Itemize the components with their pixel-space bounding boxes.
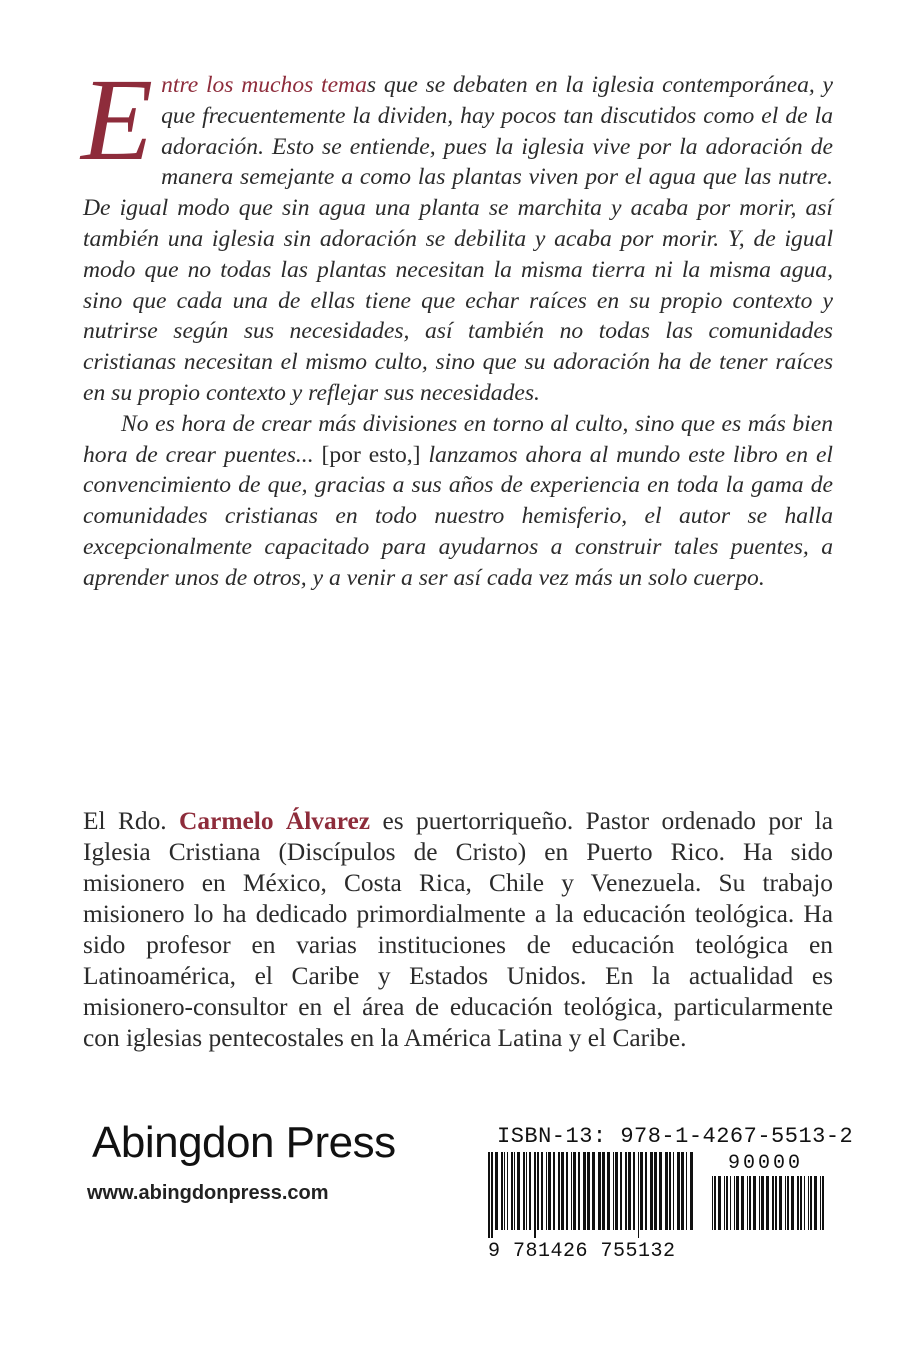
- publisher-website: www.abingdonpress.com: [87, 1182, 329, 1204]
- drop-cap: E: [81, 54, 154, 185]
- blurb-paragraph-2: [83, 409, 833, 594]
- back-cover-blurb: [81, 54, 834, 594]
- blurb-lead-phrase: ntre los muchos tema: [161, 72, 367, 98]
- blurb-paragraph-2-start: No es hora de crear más divisiones en torno al culto, sino que es más bien hora de crear puentes...: [83, 410, 833, 468]
- blurb-bracket-insert: [por esto,]: [321, 441, 421, 468]
- publisher-logo: Abingdon Press: [92, 1118, 396, 1167]
- blurb-paragraph-1: [81, 54, 834, 409]
- barcode-addon-icon: [712, 1176, 824, 1238]
- author-bio: [83, 806, 833, 1054]
- ean-digits: 9 781426 755132: [488, 1240, 676, 1263]
- blurb-paragraph-1-text: s que se debaten en la iglesia contemporánea, y que frecuentemente la dividen, hay pocos tan discutidos como el de la adoración. Esto se entiende, pues la iglesia vive por la adoración de manera semejante a como las plantas viven por el agua que las nutre. De igual modo que sin agua una planta se marchita y acaba por morir, así también una iglesia sin adoración se debilita y acaba por morir. Y, de igual modo que no todas las plantas necesitan la misma tierra ni la misma agua, sino que cada una de ellas tiene que echar raíces en su propio contexto y nutrirse según sus necesidades, así también no todas las comunidades cristianas necesitan el mismo culto, sino que su adoración ha de tener raíces en su propio contexto y reflejar sus necesidades.: [83, 72, 834, 406]
- author-name: Carmelo Álvarez: [179, 807, 371, 835]
- isbn-label: ISBN-13: 978-1-4267-5513-2: [497, 1124, 854, 1149]
- bio-text: es puertorriqueño. Pastor ordenado por la Iglesia Cristiana (Discípulos de Cristo) en Puerto Rico. Ha sido misionero en México, Costa Rica, Chile y Venezuela. Su trabajo misionero lo ha dedicado primordialmente a la educación teológica. Ha sido profesor en varias instituciones de educación teológica en Latinoamérica, el Caribe y Estados Unidos. En la actualidad es misionero-consultor en el área de educación teológica, particularmente con iglesias pentecostales en la América Latina y el Caribe.: [83, 807, 833, 1052]
- isbn-addon-digits: 90000: [728, 1152, 804, 1175]
- barcode-icon: [488, 1152, 694, 1238]
- bio-prefix: El Rdo.: [83, 807, 167, 835]
- blurb-paragraph-2-end: lanzamos ahora al mundo este libro en el convencimiento de que, gracias a sus años de experiencia en toda la gama de comunidades cristianas en todo nuestro hemisferio, el autor se halla excepcionalmente capacitado para ayudarnos a construir tales puentes, a aprender unos de otros, y a venir a ser así cada vez más un solo cuerpo.: [83, 441, 833, 591]
